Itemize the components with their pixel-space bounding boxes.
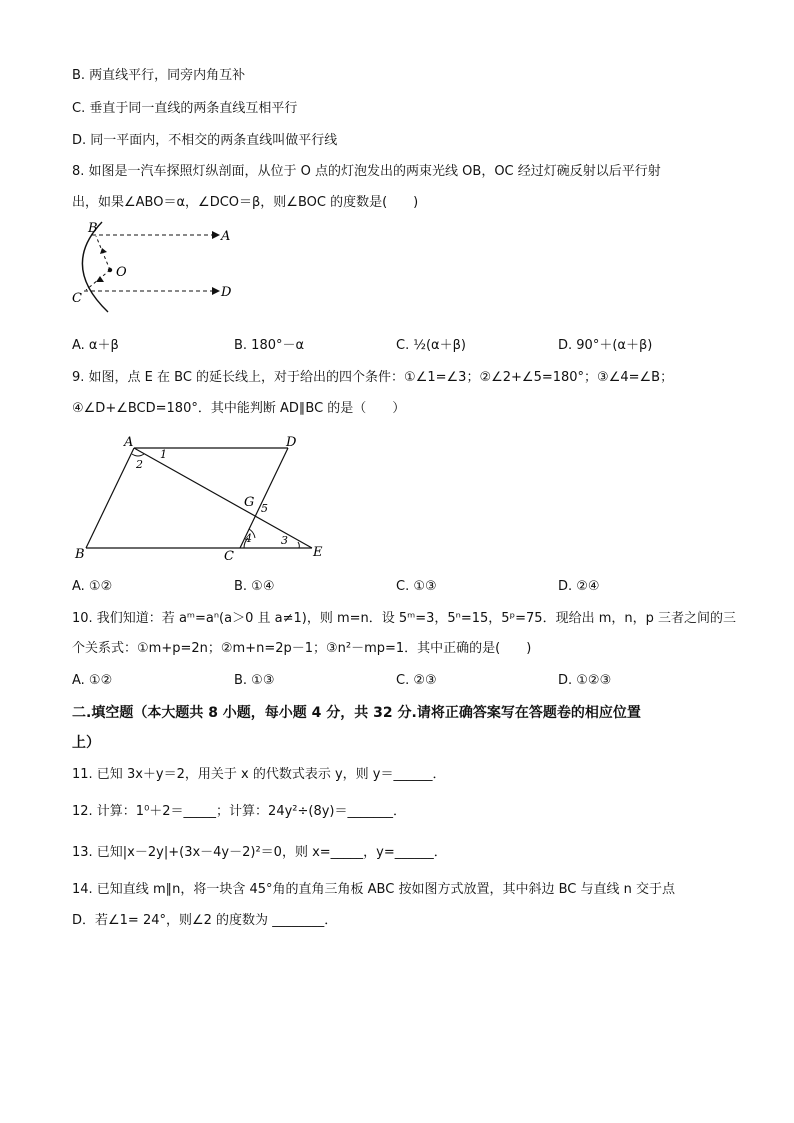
label-angle-3: 3 [281,534,288,547]
q14-stem-line2: D．若∠1= 24°，则∠2 的度数为 ________． [72,913,338,928]
q8-options [72,334,772,352]
q7-option-b: B. 两直线平行，同旁内角互补 [72,68,246,83]
segment-ab [86,448,134,548]
label-b: B [88,221,98,236]
q9-parallelogram-figure [72,432,336,564]
label-d: D [221,285,232,300]
label-angle-1: 1 [160,448,167,461]
q7-option-c: C. 垂直于同一直线的两条直线互相平行 [72,101,298,116]
q9-option-c[interactable]: C. ①③ [396,579,437,594]
label-e: E [313,545,323,560]
q10-option-b[interactable]: B. ①③ [234,673,275,688]
q9-stem-line1: 9. 如图，点 E 在 BC 的延长线上，对于给出的四个条件：①∠1=∠3；②∠2+∠5=180°；③∠4=∠B； [72,370,674,385]
q10-option-a[interactable]: A. ①② [72,673,113,688]
label-o: O [116,265,127,280]
label-d: D [286,435,297,450]
q12: 12. 计算：1⁰＋2＝_____；计算：24y²÷(8y)＝_______． [72,804,407,819]
q8-headlight-figure [64,218,244,318]
q10-options [72,673,772,691]
q11: 11. 已知 3x＋y＝2，用关于 x 的代数式表示 y，则 y＝______． [72,767,446,782]
label-angle-5: 5 [261,502,268,515]
label-a: A [221,229,231,244]
q8-stem-line2: 出，如果∠ABO＝α，∠DCO＝β，则∠BOC 的度数是( ) [72,195,419,210]
q9-options [72,579,772,597]
label-c: C [72,291,82,306]
segment-ae [134,448,312,548]
q10-option-c[interactable]: C. ②③ [396,673,437,688]
angle-arc-3 [298,542,299,548]
point-o [108,268,112,272]
q9-option-a[interactable]: A. ①② [72,579,113,594]
angle-arc-1 [132,454,144,456]
q9-stem-line2: ④∠D+∠BCD=180°．其中能判断 AD∥BC 的是（ ） [72,401,406,416]
q10-stem-line2: 个关系式：①m+p=2n；②m+n=2p－1；③n²－mp=1．其中正确的是( ) [72,641,532,656]
label-b: B [75,547,85,562]
section2-heading-line2: 上） [72,735,100,751]
section2-heading-line1: 二.填空题（本大题共 8 小题，每小题 4 分，共 32 分.请将正确答案写在答题卷的相应位置 [72,705,641,721]
q13: 13. 已知|x－2y|+(3x－4y－2)²＝0，则 x=_____，y=______． [72,845,447,860]
label-angle-4: 4 [245,532,252,545]
q8-option-a[interactable]: A. α＋β [72,338,119,353]
arrow-d-icon [212,287,220,295]
q10-stem-line1: 10. 我们知道：若 aᵐ=aⁿ(a＞0 且 a≠1)，则 m=n．设 5ᵐ=3，5ⁿ=15，5ᵖ=75．现给出 m，n，p 三者之间的三 [72,611,736,626]
q7-option-d: D. 同一平面内，不相交的两条直线叫做平行线 [72,133,338,148]
arrow-oc-icon [96,276,104,282]
label-g: G [244,495,255,510]
label-a: A [124,435,134,450]
q9-option-b[interactable]: B. ①④ [234,579,275,594]
q10-option-d[interactable]: D. ①②③ [558,673,612,688]
arrow-a-icon [212,231,220,239]
q8-stem-line1: 8. 如图是一汽车探照灯纵剖面，从位于 O 点的灯泡发出的两束光线 OB，OC 经过灯碗反射以后平行射 [72,164,661,179]
label-angle-2: 2 [136,458,143,471]
label-c: C [224,549,234,564]
q8-option-d[interactable]: D. 90°＋(α＋β) [558,338,653,353]
q14-stem-line1: 14. 已知直线 m∥n，将一块含 45°角的直角三角板 ABC 按如图方式放置，其中斜边 BC 与直线 n 交于点 [72,882,675,897]
q8-option-b[interactable]: B. 180°－α [234,338,305,353]
q9-option-d[interactable]: D. ②④ [558,579,600,594]
q8-option-c[interactable]: C. ½(α＋β) [396,338,466,353]
